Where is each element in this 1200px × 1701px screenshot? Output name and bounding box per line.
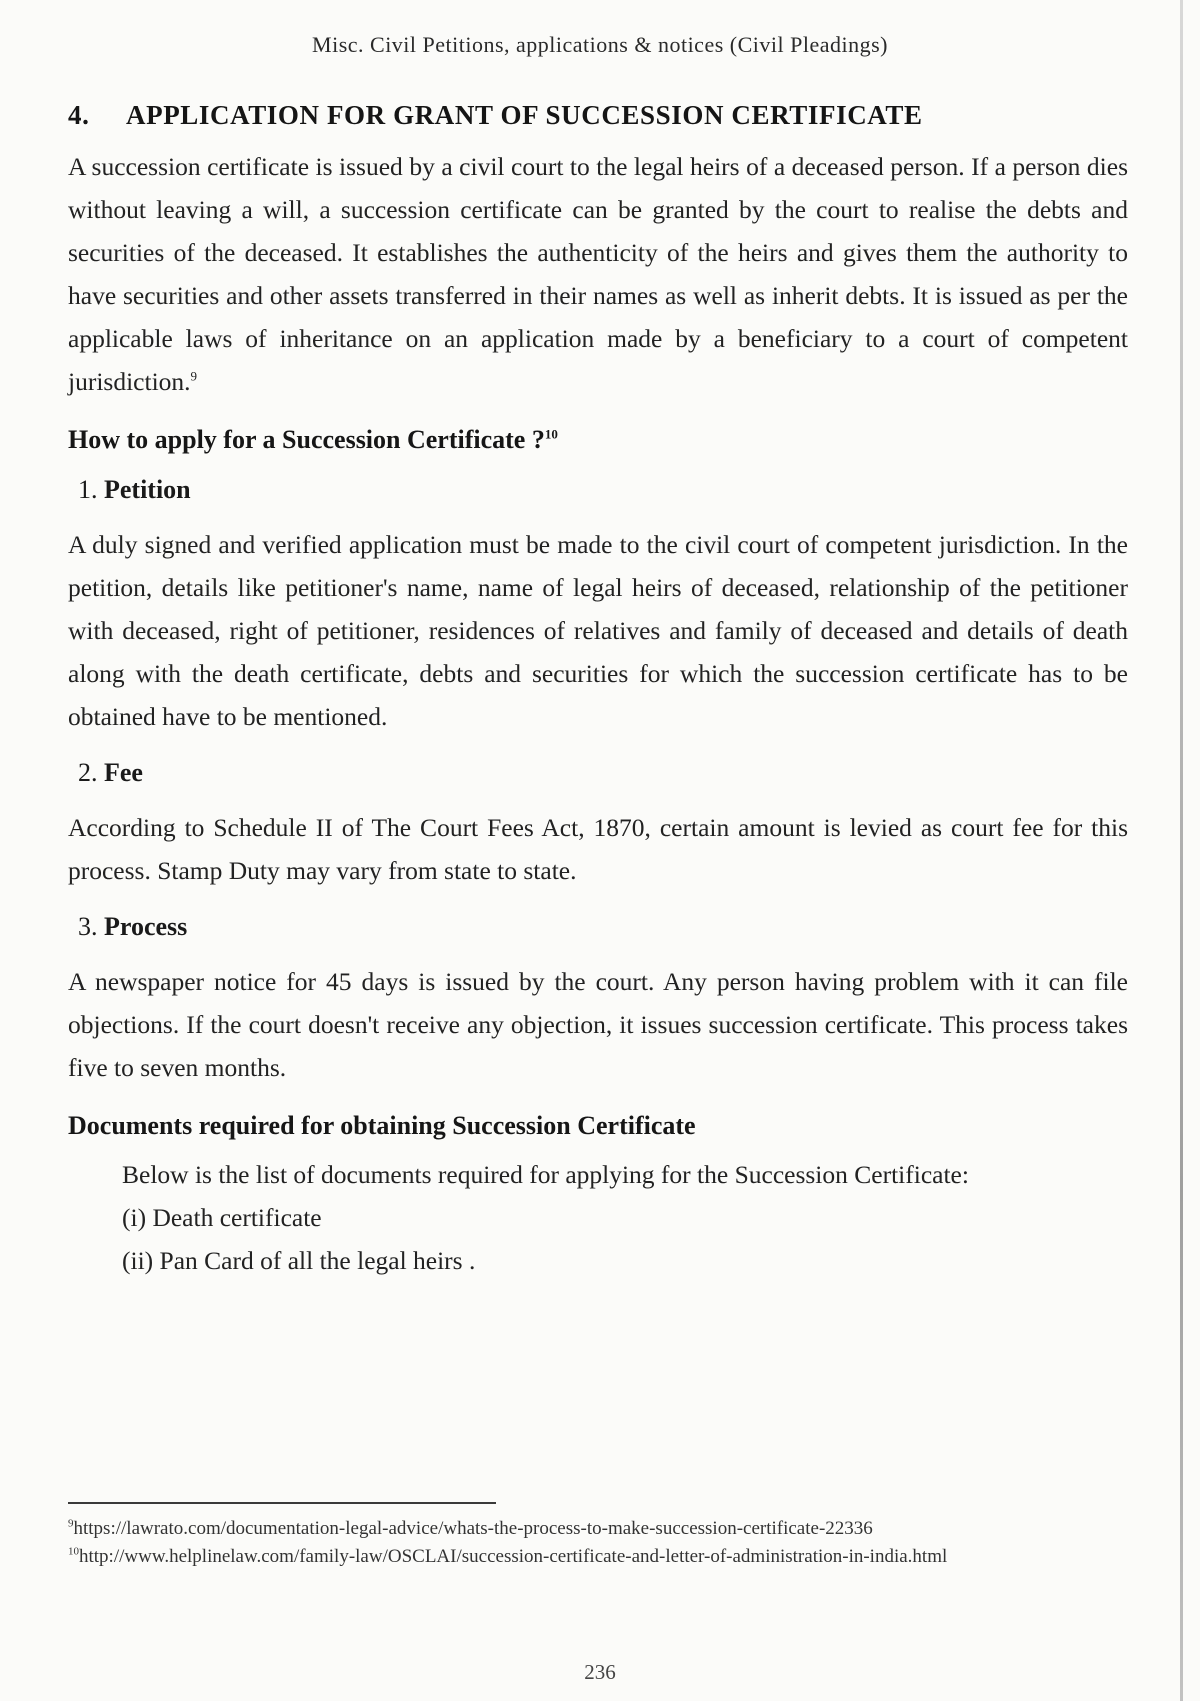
step-heading-process [78,912,1128,942]
footnote-marker: 10 [68,1545,79,1558]
footnote-link[interactable]: http://www.helplinelaw.com/family-law/OSCLAI/succession-certificate-and-letter-of-administration-in-india.html [79,1546,948,1567]
footnote-marker: 9 [68,1517,74,1530]
step-number: 2. [78,758,98,787]
document-item-pan-card: (ii) Pan Card of all the legal heirs . [122,1246,476,1275]
step-label: Petition [104,475,191,504]
step-number: 1. [78,475,98,504]
footnote-9 [68,1515,1128,1543]
page-number: 236 [584,1660,616,1684]
footnote-divider [68,1502,496,1504]
step-heading-petition [78,475,1128,505]
step-number: 3. [78,912,98,941]
how-to-heading [68,425,1128,455]
footnote-10 [68,1543,1128,1571]
step-text-process: A newspaper notice for 45 days is issued by the court. Any person having problem with it can file objections. If the court doesn't receive any objection, it issues succession certificate. This process takes five to seven months. [68,967,1128,1082]
running-head: Misc. Civil Petitions, applications & notices (Civil Pleadings) [312,32,888,57]
intro-paragraph [68,145,1128,403]
section-number: 4. [68,100,90,130]
section-heading [68,100,1128,131]
step-text-fee: According to Schedule II of The Court Fees Act, 1870, certain amount is levied as court fee for this process. Stamp Duty may vary from state to state. [68,813,1128,885]
section-title: APPLICATION FOR GRANT OF SUCCESSION CERTIFICATE [126,100,923,130]
intro-text: A succession certificate is issued by a civil court to the legal heirs of a deceased person. If a person dies without leaving a will, a succession certificate can be granted by the court to realise the debts and securities of the deceased. It establishes the authenticity of the heirs and gives them the authority to have securities and other assets transferred in their names as well as inherit debts. It is issued as per the applicable laws of inheritance on an application made by a beneficiary to a court of competent jurisdiction. [68,152,1128,396]
documents-intro: Below is the list of documents required for applying for the Succession Certificate: [122,1160,969,1189]
step-text-petition: A duly signed and verified application must be made to the civil court of competent jurisdiction. In the petition, details like petitioner's name, name of legal heirs of deceased, relationship of the petitioner with deceased, right of petitioner, residences of relatives and family of deceased and details of death along with the death certificate, debts and securities for which the succession certificate has to be obtained have to be mentioned. [68,530,1128,731]
page-content [68,100,1128,1282]
step-label: Fee [104,758,143,787]
step-label: Process [104,912,188,941]
documents-heading: Documents required for obtaining Succession Certificate [68,1111,696,1140]
step-heading-fee [78,758,1128,788]
footnote-ref-9[interactable]: 9 [190,368,198,384]
footnote-link[interactable]: https://lawrato.com/documentation-legal-advice/whats-the-process-to-make-succession-certificate-22336 [73,1518,873,1539]
footnotes [68,1515,1128,1571]
page-edge-shadow [1180,0,1183,1701]
document-item-death-certificate: (i) Death certificate [122,1203,322,1232]
how-to-title: How to apply for a Succession Certificate ? [68,425,545,454]
footnote-ref-10[interactable]: 10 [544,426,558,442]
